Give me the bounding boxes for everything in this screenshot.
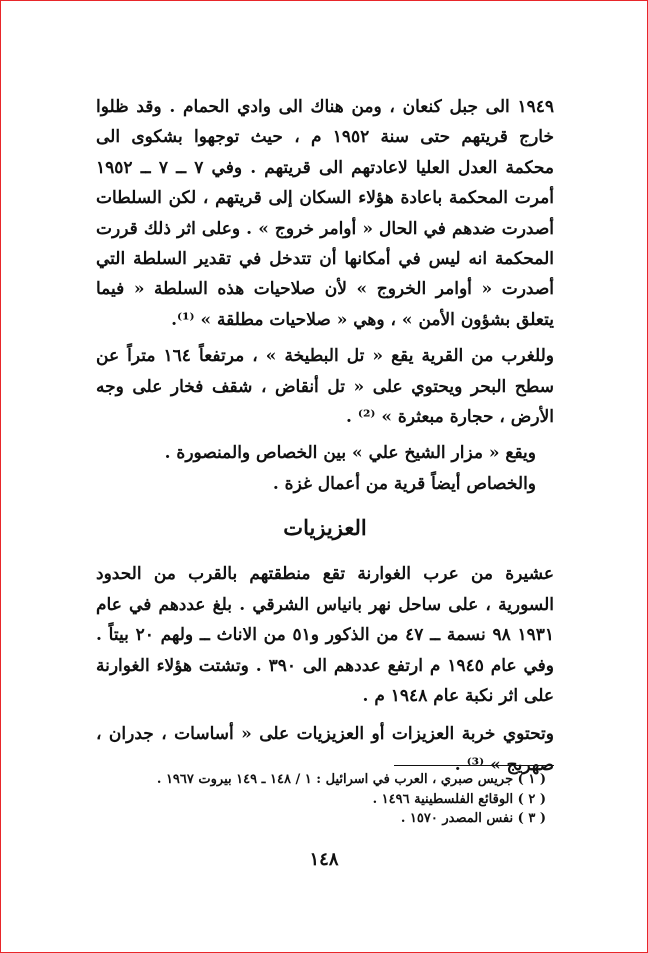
- page-number: ١٤٨: [309, 849, 339, 870]
- footnote-divider: [394, 765, 554, 766]
- paragraph-khisas-gaza: والخصاص أيضاً قرية من أعمال غزة .: [272, 473, 536, 494]
- paragraph-expulsion-history: ١٩٤٩ الى جبل كنعان ، ومن هناك الى وادي الحمام . وقد ظلوا خارج قريتهم حتى سنة ١٩٥٢ م ، حيث توجهوا بشكوى الى محكمة العدل العليا لاعادتهم الى قريتهم . وفي ٧ ــ ٧ ــ ١٩٥٢ أمرت المحكمة باعادة هؤلاء السكان إلى قريتهم ، لكن السلطات أصدرت ضدهم في الحال « أوامر خروج » . وعلى اثر ذلك قررت المحكمة انه ليس في أمكانها أن تتدخل في تقدير السلطة التي أصدرت « أوامر الخروج » لأن صلاحيات هذه السلطة « فيما يتعلق بشؤون الأمن » ، وهي « صلاحيات مطلقة » ⁽¹⁾.: [96, 97, 554, 330]
- paragraph-tell-al-battikha: وللغرب من القرية يقع « تل البطيخة » ، مرتفعاً ١٦٤ متراً عن سطح البحر ويحتوي على « تل أنقاض ، شقف فخار على وجه الأرض ، حجارة مبعثرة » ⁽²⁾ .: [96, 346, 554, 428]
- paragraph-ghawarina-clan: عشيرة من عرب الغوارنة تقع منطقتهم بالقرب من الحدود السورية ، على ساحل نهر بانياس الشرقي . بلغ عددهم في عام ١٩٣١ ٩٨ نسمة ــ ٤٧ من الذكور و٥١ من الاناث ــ ولهم ٢٠ بيتاً . وفي عام ١٩٤٥ م ارتفع عددهم الى ٣٩٠ . وتشتت هؤلاء الغوارنة على اثر نكبة عام ١٩٤٨ م .: [96, 564, 555, 706]
- section-heading: العزيزيات: [283, 515, 367, 541]
- footnote-2: ( ٢ ) الوقائع الفلسطينية ١٤٩٦ .: [372, 791, 546, 807]
- page-body: [96, 92, 554, 780]
- paragraph-aziziyat-ruins: وتحتوي خربة العزيزات أو العزيزيات على « أساسات ، جدران ، صهريج » ⁽³⁾ .: [96, 724, 554, 775]
- footnotes: [150, 770, 546, 829]
- paragraph-sheikh-ali-shrine: ويقع « مزار الشيخ علي » بين الخصاص والمنصورة .: [164, 443, 536, 464]
- footnote-1: ( ١ ) جريس صبري ، العرب في اسرائيل : ١ / ١٤٨ ـ ١٤٩ بيروت ١٩٦٧ .: [156, 772, 546, 787]
- footnote-3: ( ٣ ) نفس المصدر ١٥٧٠ .: [400, 811, 546, 826]
